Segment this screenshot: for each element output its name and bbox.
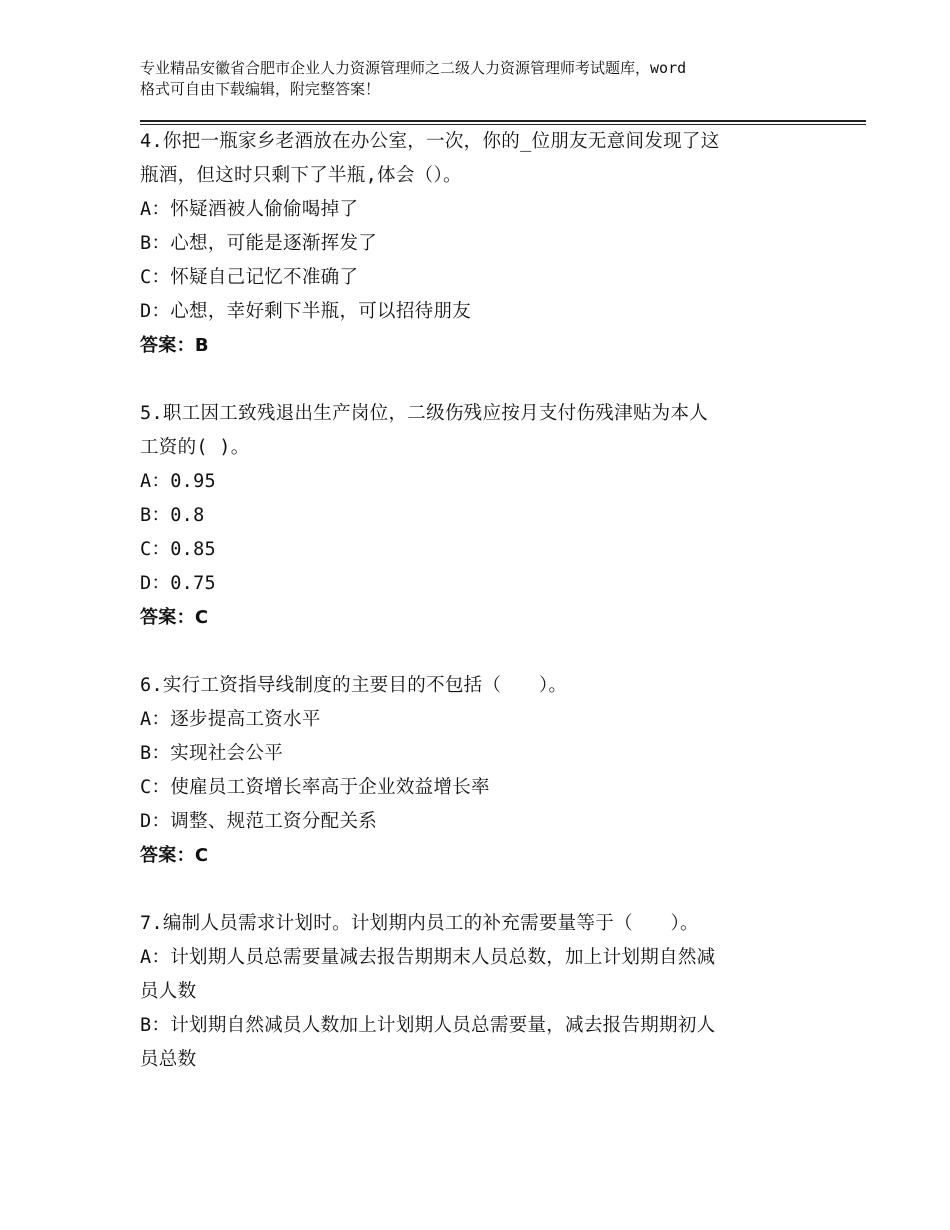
header-line-1: 专业精品安徽省合肥市企业人力资源管理师之二级人力资源管理师考试题库，word <box>140 59 687 77</box>
option-b: B：实现社会公平 <box>140 743 284 764</box>
option-b-continued: 员总数 <box>140 1049 197 1070</box>
document-header <box>140 58 840 100</box>
answer-label: 答案：C <box>140 607 209 628</box>
question-stem: 瓶酒，但这时只剩下了半瓶,体会（）。 <box>140 165 462 186</box>
question-list <box>140 125 820 1111</box>
question-5 <box>140 397 820 635</box>
option-a: A：逐步提高工资水平 <box>140 709 321 730</box>
header-rule-thick <box>140 120 866 122</box>
question-7 <box>140 907 820 1077</box>
option-d: D：0.75 <box>140 573 216 594</box>
option-b: B：计划期自然减员人数加上计划期人员总需要量，减去报告期期初人 <box>140 1015 716 1036</box>
answer-label: 答案：B <box>140 335 209 356</box>
header-line-2: 格式可自由下载编辑，附完整答案！ <box>140 80 381 98</box>
option-b: B：心想，可能是逐渐挥发了 <box>140 233 378 254</box>
answer-label: 答案：C <box>140 845 209 866</box>
option-c: C：怀疑自己记忆不准确了 <box>140 267 359 288</box>
option-d: D：调整、规范工资分配关系 <box>140 811 378 832</box>
option-d: D：心想，幸好剩下半瓶，可以招待朋友 <box>140 301 472 322</box>
question-4 <box>140 125 820 363</box>
option-c: C：0.85 <box>140 539 216 560</box>
question-stem: 4.你把一瓶家乡老酒放在办公室，一次，你的_位朋友无意间发现了这 <box>140 131 720 152</box>
option-a: A：计划期人员总需要量减去报告期期末人员总数，加上计划期自然减 <box>140 947 716 968</box>
question-6 <box>140 669 820 873</box>
option-b: B：0.8 <box>140 505 205 526</box>
option-a: A：怀疑酒被人偷偷喝掉了 <box>140 199 359 220</box>
option-a-continued: 员人数 <box>140 981 197 1002</box>
question-stem: 6.实行工资指导线制度的主要目的不包括（ ）。 <box>140 675 568 696</box>
question-stem: 7.编制人员需求计划时。计划期内员工的补充需要量等于（ ）。 <box>140 913 699 934</box>
option-a: A：0.95 <box>140 471 216 492</box>
question-stem: 工资的( )。 <box>140 437 250 458</box>
option-c: C：使雇员工资增长率高于企业效益增长率 <box>140 777 490 798</box>
question-stem: 5.职工因工致残退出生产岗位，二级伤残应按月支付伤残津贴为本人 <box>140 403 709 424</box>
